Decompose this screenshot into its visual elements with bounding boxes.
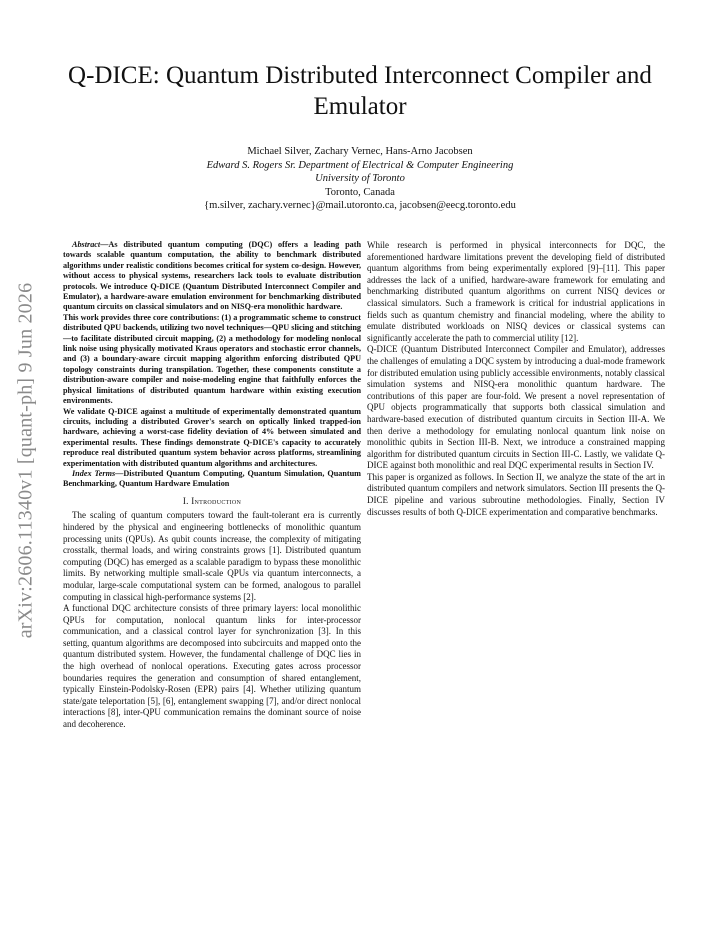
author-email: {m.silver, zachary.vernec}@mail.utoronto.ca, jacobsen@eecg.toronto.edu [204, 200, 516, 211]
abstract-paragraph-2: This work provides three core contributions: (1) a programmatic scheme to construct distributed QPU backends, utilizing two novel techniques—QPU slicing and stitching—to facilitate distributed circuit mapping, (2) a methodology for modeling nonlocal link noise using physically motivated Kraus operators and stochastic error channels, and (3) a boundary-aware circuit mapping algorithm enforcing distributed QPU topology constraints during transpilation. Together, these components constitute a distribution-aware compiler and noise-modeling engine that faithfully enforces the physical limitations of distributed quantum hardware within existing execution environments. [63, 312, 361, 406]
intro-paragraph-2: A functional DQC architecture consists of three primary layers: local monolithic QPUs for computation, nonlocal quantum links for inter-processor communication, and a classical control layer for synchronization [3]. In this setting, quantum algorithms are decomposed into subcircuits and mapped onto the quantum distributed system. However, the fundamental challenge of DQC lies in the high overhead of nonlocal operations. Executing gates across processor boundaries requires the generation and consumption of shared entanglement, typically Einstein-Podolsky-Rosen (EPR) pairs [4]. Whether utilizing quantum state/gate teleportation [5], [6], entanglement swapping [7], and/or direct nonlocal interactions [8], inter-QPU communication remains the dominant source of noise and decoherence. [63, 603, 361, 730]
abstract-label: Abstract [72, 240, 101, 249]
abstract-paragraph-3: We validate Q-DICE against a multitude of experimentally demonstrated quantum circuits, including a distributed Grover's search on optically linked trapped-ion hardware, achieving a worst-case fidelity deviation of 4% between simulated and experimental results. These findings demonstrate Q-DICE's capacity to accurately reproduce real distributed quantum system behavior across platforms, streamlining experimentation with distributed quantum algorithms and architectures. [63, 406, 361, 468]
index-terms-label: Index Terms [72, 468, 116, 478]
intro-paragraph-3: While research is performed in physical interconnects for DQC, the aforementioned hardware limitations prevent the developing field of distributed quantum algorithms from being experimentally explored [9]–[11]. This paper addresses the lack of a unified, hardware-aware framework for emulating and benchmarking distributed quantum algorithms on current NISQ devices or classical simulators. Such a framework is critical for industrial applications in fields such as quantum chemistry and financial modeling, where the ability to emulate distributed workloads on NISQ devices or classical systems can significantly accelerate the path to commercial utility [12]. [367, 240, 665, 343]
paper-title: Q-DICE: Quantum Distributed Interconnect Compiler and Emulator [68, 62, 652, 120]
intro-paragraph-1: The scaling of quantum computers toward the fault-tolerant era is currently hindered by the physical and engineering bottlenecks of monolithic quantum processing units (QPUs). As qubit counts increase, the complexity of mitigating crosstalk, thermal loads, and wiring constraints grows [1]. Distributed quantum computing (DQC) has emerged as a scalable paradigm to bypass these monolithic limits. By networking multiple small-scale QPUs via quantum interconnects, a modular, large-scale computational system can be formed, analogous to parallel computing in classical high-performance systems [2]. [63, 510, 361, 602]
arxiv-identifier: arXiv:2606.11340v1 [quant-ph] 9 Jun 2026 [14, 282, 37, 638]
index-terms-text: —Distributed Quantum Computing, Quantum Simulation, Quantum Benchmarking, Quantum Hardware Emulation [63, 468, 362, 489]
author-location: Toronto, Canada [325, 186, 395, 198]
arxiv-sidebar-stamp [4, 250, 48, 670]
author-block [60, 145, 660, 213]
author-names: Michael Silver, Zachary Vernec, Hans-Arno Jacobsen [247, 146, 473, 157]
intro-paragraph-5: This paper is organized as follows. In Section II, we analyze the state of the art in distributed quantum compilers and network simulators. Section III presents the Q-DICE pipeline and various subroutine methodologies. Finally, Section IV discusses results of both Q-DICE experimentation and comparative benchmarks. [367, 471, 665, 517]
abstract-text-1: —As distributed quantum computing (DQC) offers a leading path towards scalable quantum computation, the ability to benchmark distributed algorithms under realistic conditions becomes critical for system co-design. However, without access to physical systems, researchers lack tools to evaluate distribution protocols. We introduce Q-DICE (Quantum Distributed Interconnect Compiler and Emulator), a hardware-aware emulation environment for benchmarking distributed quantum circuits on classical simulators and on NISQ-era monolithic hardware. [63, 240, 361, 312]
right-column [367, 240, 665, 518]
section-heading-introduction: I. Introduction [182, 495, 242, 506]
author-university: University of Toronto [315, 173, 405, 184]
left-column [63, 240, 361, 731]
abstract-paragraph-1 [63, 240, 361, 313]
author-department: Edward S. Rogers Sr. Department of Electrical & Computer Engineering [206, 159, 514, 171]
intro-paragraph-4: Q-DICE (Quantum Distributed Interconnect Compiler and Emulator), addresses the challenges of emulating a DQC system by introducing a dual-mode framework for distributed emulation using publicly accessible environments, notably classical simulation systems and NISQ-era monolithic quantum hardware. The contributions of this paper are four-fold. We present a novel representation of QPU objects programmatically that supports both classical simulation and hardware-based execution of distributed quantum circuits in Section III-A. We then derive a methodology for emulating nonlocal quantum link noise on monolithic qubits in Section III-B. Next, we introduce a constrained mapping algorithm for distributed quantum circuits in Section III-C. Lastly, we validate Q-DICE against both monolithic and real DQC experimental results in Section IV. [367, 344, 665, 471]
index-terms [63, 469, 361, 490]
